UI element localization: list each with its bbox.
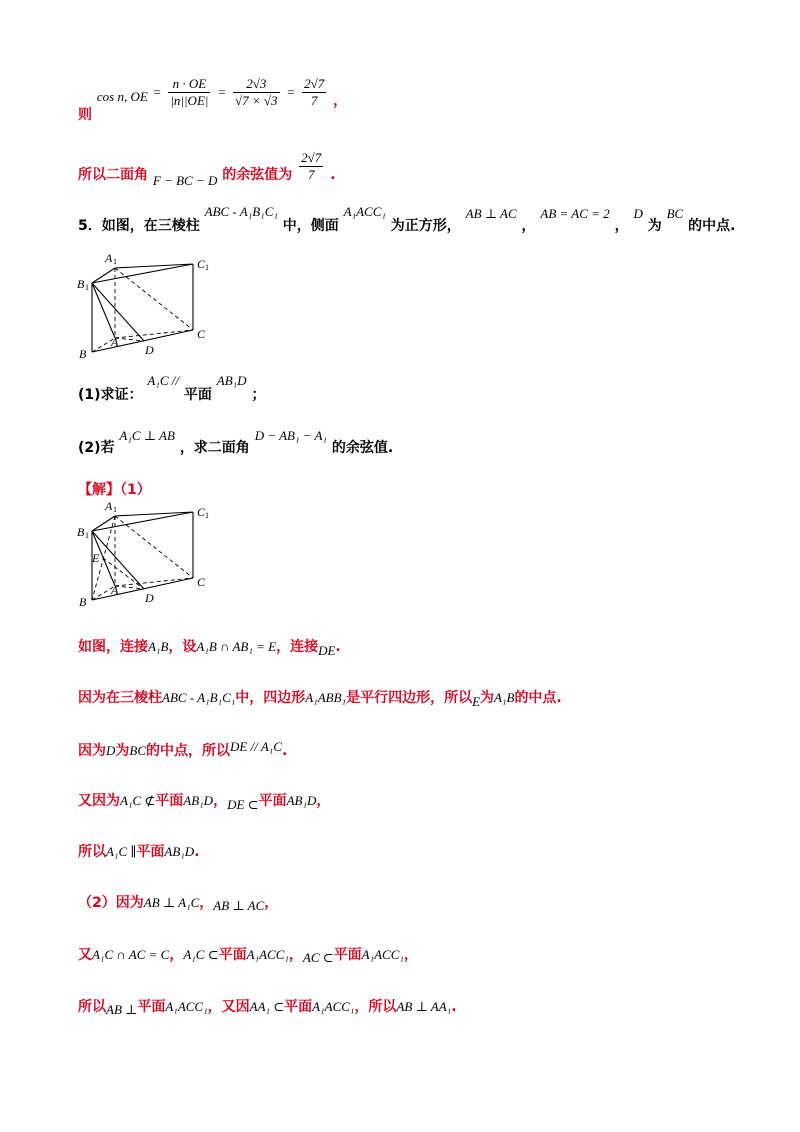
- math-frac-3: $\frac{2√7}{7}$: [304, 76, 325, 108]
- label-A: A: [111, 335, 119, 349]
- edge-A-C: [115, 330, 193, 338]
- label-C: C: [197, 327, 206, 341]
- math-frac-1: $\frac{n \cdot OE}{|n||OE|}$: [170, 76, 209, 108]
- svg-text:1: 1: [113, 505, 117, 514]
- edge-B-C: [92, 330, 193, 352]
- prism-figure-solution: [75, 496, 225, 611]
- edge-D-E: [103, 558, 144, 589]
- solution-line-7: 又A₁C ∩ AC = C，A₁C ⊂平面A₁ACC₁，AC ⊂平面A₁ACC₁，: [78, 947, 418, 965]
- label-C1: C: [197, 257, 206, 271]
- label-B1: B: [77, 277, 85, 291]
- part-1-statement: (1)求证： A₁C // 平面 AB₁D ；: [78, 373, 266, 403]
- edge-B1-A: [92, 283, 115, 338]
- svg-text:1: 1: [205, 263, 209, 272]
- solution-line-4: 又因为A₁C ⊄平面AB₁D，DE ⊂平面AB₁D，: [78, 793, 331, 812]
- edge-A1-D: [115, 268, 193, 330]
- solution-line-1: 如图，连接A₁B，设A₁B ∩ AB₁ = E，连接DE.: [78, 639, 341, 658]
- label-D: D: [145, 343, 154, 357]
- prism-figure-question: [75, 248, 225, 363]
- solution-line-3: 因为D为BC的中点，所以DE // A₁C.: [78, 739, 288, 759]
- math-frac-cos: $\frac{2√7}{7}$: [301, 150, 322, 182]
- svg-text:1: 1: [85, 283, 89, 292]
- svg-text:C: C: [197, 575, 206, 589]
- svg-text:A: A: [105, 499, 113, 513]
- part-2-statement: (2)若 A₁C ⊥ AB ，求二面角 D − AB₁ − A₁ 的余弦值.: [78, 428, 394, 456]
- svg-text:B: B: [77, 525, 85, 539]
- solution-header: 【解】（1）: [78, 482, 151, 498]
- solution-line-6: （2）因为AB ⊥ A₁C，AB ⊥ AC，: [78, 895, 279, 913]
- svg-text:B: B: [79, 595, 87, 609]
- math-frac-2: $\frac{2√3}{√7 \times √3}$: [234, 76, 278, 108]
- label-B: B: [79, 347, 87, 361]
- line-dihedral-conclusion: 所以二面角 F − BC − D 的余弦值为 $\frac{2√7}{7}$ .: [78, 150, 336, 188]
- label-E: E: [92, 551, 100, 565]
- svg-text:1: 1: [113, 257, 117, 266]
- line-cos-result: 则 cos n, OE = $\frac{n \cdot OE}{|n||OE|}$ = $\frac{2√3}{√7 \times √3}$ = $\frac{2√7}{7}$ ，: [78, 76, 348, 123]
- edge-A-D: [115, 338, 144, 341]
- svg-text:C: C: [197, 505, 206, 519]
- label-A1: A: [105, 251, 113, 265]
- solution-line-2: 因为在三棱柱ABC - A₁B₁C₁中，四边形A₁ABB₁是平行四边形，所以E为A₁B的中点.: [78, 690, 562, 709]
- math-cos-lhs: cos n, OE: [96, 88, 148, 104]
- solution-line-5: 所以A₁C ∥平面AB₁D.: [78, 844, 200, 860]
- svg-text:A: A: [111, 583, 119, 597]
- svg-text:D: D: [145, 591, 154, 605]
- svg-text:1: 1: [85, 531, 89, 540]
- question-5-statement: 5．如图，在三棱柱 ABC - A₁B₁C₁ 中，侧面 A₁ACC₁ 为正方形， AB ⊥ AC ， AB = AC = 2 ， D 为 BC 的中点.: [78, 204, 736, 234]
- edge-B1-D: [92, 283, 144, 341]
- solution-line-8: 所以AB ⊥平面A₁ACC₁，又因AA₁ ⊂平面A₁ACC₁，所以AB ⊥ AA₁.: [78, 999, 457, 1017]
- svg-text:1: 1: [205, 511, 209, 520]
